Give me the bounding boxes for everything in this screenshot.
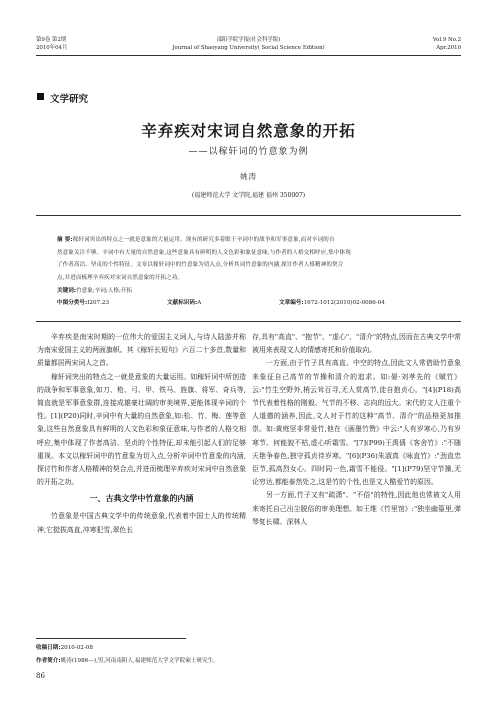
keywords: [57, 286, 132, 294]
clc-number: 中图分类号:I207.23: [57, 300, 110, 306]
abstract-line: 了作者高洁、坚贞的个性特征。文章以稼轩词中的竹意象为切入点,分析其词竹意象的内涵,探讨作者人格精神的契合: [57, 262, 344, 269]
right-column: [252, 331, 461, 529]
author-affiliation: (福建师范大学 文学院,福建 福州 350007): [191, 192, 306, 199]
section-label: 文学研究: [50, 94, 89, 105]
header-rule: [36, 55, 461, 56]
header-date-en: Apr.2010: [436, 45, 461, 51]
abstract-line: 点,并进而梳理辛弃疾对宋词自然意象的开拓之功。: [57, 274, 184, 281]
footnote-rule: [36, 638, 186, 639]
received-date: 收稿日期:2010-02-08: [36, 645, 93, 651]
body-paragraph: 一方面,由于竹子具有高直、中空的特点,因此文人常借助竹意象来象征自己高节的节操和清介的追求。如:晏·刘孝先的《赋竹》云:"竹生空野外,梢云耸百寻,无人赏高节,徒自抱贞心。"[4](P18)高节代表着性格的刚毅、气节的不移、志向的远大。宋代的文人注重个人道德的涵养,因此,文人对于竹的这种"高节、清介"的品格更加推崇。如:黄庭坚非常爱竹,他在《画墨竹赞》中云:"人有岁寒心,乃有岁寒节。何能貌不枯,虚心听霜雪。"[7](P99)王禹偁《客舍竹》:"不随夭艳争春色,独守孤贞待岁寒。"[6](P36)朱淑真《咏直竹》:"劲直忠臣节,孤高烈女心。四时同一色,霜雪不能侵。"[1](P79)坚守节操,无论穷达,都能泰然处之,这是竹的个性,也是文人酷爱竹的原因。: [252, 359, 461, 487]
header-volume-en: Vol.9 No.2: [432, 37, 461, 43]
body-paragraph: 稼轩词突出的特点之一就是意象的大量运用。如稼轩词中所创造的战争和军事意象,如刀、枪、弓、甲、铁马、旌旗、将军、奇兵等,简直就是军事意象群,连接成雄豪壮阔的审美境界,更能体现辛词的个性。[1](P20)同时,辛词中有大量的自然意象,如:松、竹、梅、莲等意象,这些自然意象具有鲜明的人文色彩和象征意味,与作者的人格交相呼应,集中体现了作者高洁、坚贞的个性特征,却未能引起人们的足够重视。本文以稼轩词中的竹意象为切入点,分析辛词中竹意象的内涵,探讨竹和作者人格精神的契合点,并进而梳理辛弃疾对宋词中自然意象的开拓之功。: [37, 372, 246, 487]
section-marker-icon: [37, 93, 44, 100]
header-journal-en: Journal of Shaoyang University( Social Science Edition): [172, 45, 325, 51]
page-number: 86: [36, 672, 45, 680]
header-date-cn: 2010年04月: [36, 45, 68, 51]
author-name: 姚涛: [240, 172, 257, 181]
left-column: [37, 331, 246, 537]
article-title: 辛弃疾对宋词自然意象的开拓: [141, 122, 356, 140]
section-heading: 一、古典文学中竹意象的内涵: [89, 494, 194, 504]
body-paragraph: 另一方面,竹子又有"疏潇"、"不俗"的特性,因此他也常被文人用来寄托自己出尘脱俗的审美理想。如王维《竹里馆》:"独坐幽篁里,弹琴复长啸。深林人: [252, 491, 461, 526]
document-code: 文献标识码:A: [167, 300, 202, 306]
abstract-block: [57, 234, 443, 284]
keywords-label: 关键词:: [57, 288, 77, 294]
article-subtitle: ——以稼轩词的竹意象为例: [188, 147, 309, 157]
abstract-line: 稼轩词突出的特点之一就是意象的大量运用。现有的研究多着眼于辛词中的战争和军事意象,而对辛词的自: [72, 237, 335, 243]
abstract-top-rule: [36, 215, 461, 216]
header-journal-cn: 邵阳学院学报(社会科学版): [216, 37, 281, 43]
author-bio: 作者简介:姚涛(1986—),男,河南南阳人,福建师范大学文学院硕士研究生。: [36, 658, 219, 664]
body-paragraph: 竹意象是中国古典文学中的传统意象,代表着中国士人的传统精神,它挺拔高直,冲寒犯雪,翠色长: [37, 512, 246, 534]
body-paragraph: 辛弃疾是南宋时期的一位伟大的爱国主义词人,与诗人陆游并称为南宋爱国主义的两面旗帜。其《稼轩长短句》六百二十多首,数量和质量都居两宋词人之首。: [37, 333, 246, 368]
body-paragraph: 存,具有"高直"、"抱节"、"虚心"、"清介"的特点,因而在古典文学中常被用来表现文人的情感寄托和价值取向。: [252, 333, 461, 355]
abstract-label: 摘 要:: [57, 237, 73, 243]
abstract-bottom-rule: [36, 321, 461, 322]
article-number: 文章编号:1672-1012(2010)02-0086-04: [279, 300, 385, 306]
header-volume-cn: 第9卷 第2期: [36, 37, 67, 43]
abstract-line: 然意象关注不够。辛词中有大量的自然意象,这些意象具有鲜明的人文色彩和象征意味,与作者的人格交相呼应,集中体现: [57, 249, 351, 256]
keywords-text: 竹意象;辛词;人格;开拓: [76, 288, 133, 294]
